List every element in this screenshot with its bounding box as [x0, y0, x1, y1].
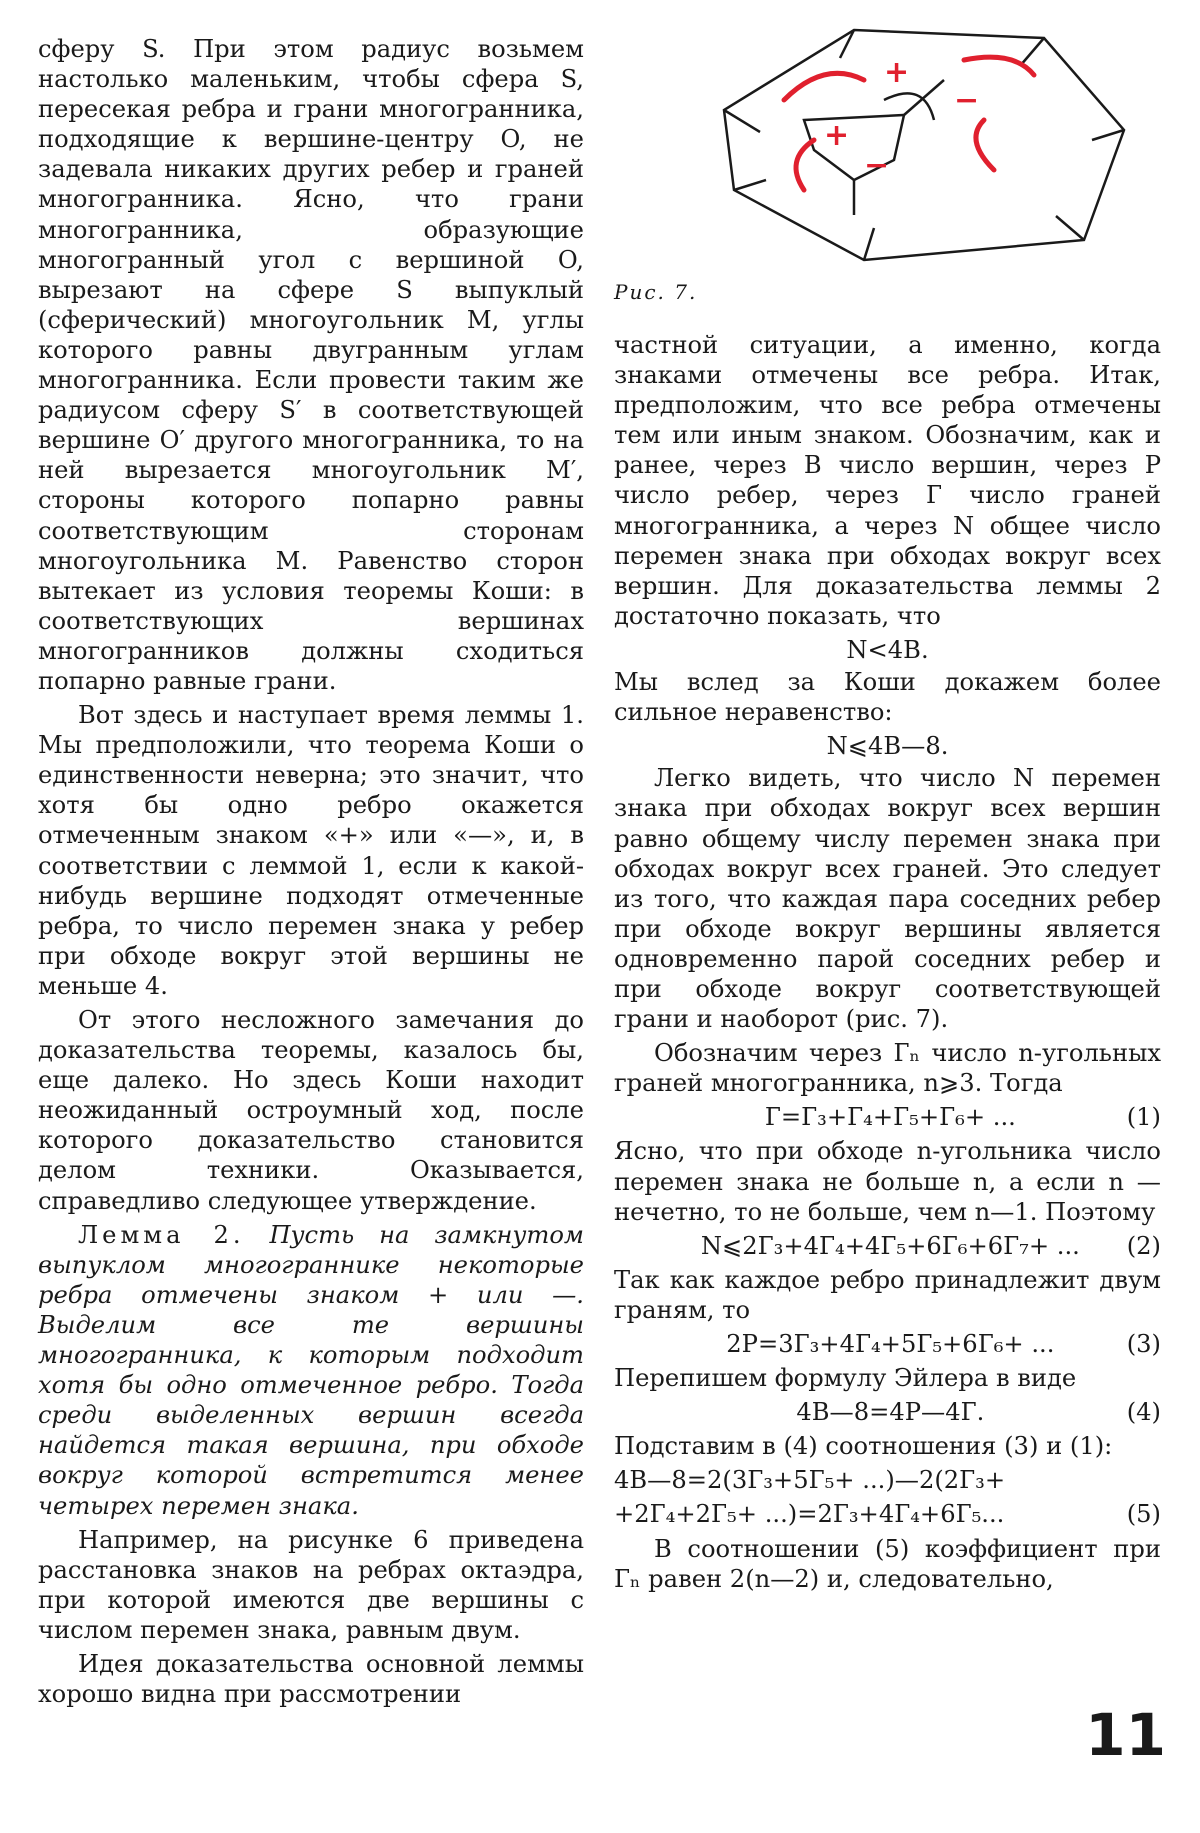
paragraph: Ясно, что при обходе n-угольника число перемен знака не больше n, а если n — нечетно, то не больше, чем n—1. Поэтому [614, 1137, 1161, 1226]
equation-5a [614, 1465, 1161, 1495]
red-arrow [796, 140, 814, 190]
paragraph: Подставим в (4) соотношения (3) и (1): [614, 1432, 1113, 1461]
lemma-heading: Лемма 2. [78, 1220, 245, 1249]
figure-7-polyhedron [714, 20, 1174, 320]
equation-4 [614, 1397, 1161, 1427]
figure-caption: Рис. 7. [614, 280, 698, 304]
equation-body: 4В—8=2(3Г₃+5Г₅+ ...)—2(2Г₃+ [614, 1466, 1006, 1495]
equation-body: 4В—8=4Р—4Г. [796, 1398, 985, 1427]
formula: N⩽4В—8. [826, 732, 949, 761]
equation-body: +2Г₄+2Г₅+ ...)=2Г₃+4Г₄+6Г₅... [614, 1500, 1005, 1529]
equation-3 [614, 1329, 1161, 1359]
red-arrow [976, 120, 994, 170]
equation-number: (4) [1126, 1398, 1161, 1427]
equation-5b [614, 1499, 1161, 1529]
lemma-statement: Пусть на замкнутом выпуклом многограннике некоторые ребра отмечены знаком + или —. Выделим все те вершины многогранника, к которым подходит хотя бы одно отмеченное ребро. Тогда среди выделенных вершин всегда найдется такая вершина, при обходе вокруг которой встретится менее четырех перемен знака. [38, 1220, 584, 1520]
equation-number: (2) [1126, 1231, 1161, 1260]
paragraph: Легко видеть, что число N перемен знака при обходах вокруг всех вершин равно общему числу перемен знака при обходах вокруг всех граней. Это следует из того, что каждая пара соседних ребер при обходе вокруг вершины является одновременно парой соседних ребер и при обходе вокруг соответствующей грани и наоборот (рис. 7). [614, 764, 1161, 1034]
minus-sign: − [864, 148, 890, 183]
edge-line [864, 228, 874, 260]
paragraph: От этого несложного замечания до доказательства теоремы, казалось бы, еще далеко. Но здесь Коши находит неожиданный остроумный ход, после которого доказательство становится делом техники. Оказывается, справедливо следующее утверждение. [38, 1006, 584, 1215]
edge-line [1056, 216, 1084, 240]
paragraph: Обозначим через Гₙ число n-угольных граней многогранника, n⩾3. Тогда [614, 1039, 1161, 1098]
formula: N<4В. [846, 635, 929, 664]
right-column [614, 330, 1161, 1598]
paragraph: сферу S. При этом радиус возьмем настолько маленьким, чтобы сфера S, пересекая ребра и грани многогранника, подходящие к вершине-центру O, не задевала никаких других ребер и граней многогранника. Ясно, что грани многогранника, образующие многогранный угол с вершиной O, вырезают на сфере S выпуклый (сферический) многоугольник M, углы которого равны двугранным углам многогранника. Если провести таким же радиусом сферу S′ в соответствующей вершине O′ другого многогранника, то на ней вырезается многоугольник M′, стороны которого попарно равны соответствующим сторонам многоугольника M. Равенство сторон вытекает из условия теоремы Коши: в соответствующих вершинах многогранников должны сходиться попарно равные грани. [38, 35, 584, 695]
inner-edge [904, 80, 944, 115]
paragraph: Мы вслед за Коши докажем более сильное неравенство: [614, 668, 1161, 727]
paragraph: Вот здесь и наступает время леммы 1. Мы предположили, что теорема Коши о единственности неверна; это значит, что хотя бы одно ребро окажется отмеченным знаком «+» или «—», и, в соответствии с леммой 1, если к какой-нибудь вершине подходят отмеченные ребра, то число перемен знака у ребер при обходе вокруг этой вершины не меньше 4. [38, 701, 584, 1000]
plus-sign: + [884, 55, 910, 90]
edge-line [1092, 130, 1124, 140]
edge-line [724, 110, 760, 132]
page-number: 11 [1085, 1701, 1166, 1769]
lemma-2 [38, 1220, 584, 1521]
paragraph: Так как каждое ребро принадлежит двум граням, то [614, 1265, 1161, 1324]
paragraph: Идея доказательства основной леммы хорошо видна при рассмотрении [38, 1649, 584, 1709]
paragraph: Например, на рисунке 6 приведена расстановка знаков на ребрах октаэдра, при которой имеются две вершины с числом перемен знака, равным двум. [38, 1525, 584, 1644]
left-column [38, 34, 584, 1713]
paragraph: частной ситуации, а именно, когда знаками отмечены все ребра. Итак, предположим, что все ребра отмечены тем или иным знаком. Обозначим, как и ранее, через В число вершин, через Р число ребер, через Г число граней многогранника, а через N общее число перемен знака при обходах вокруг всех вершин. Для доказательства леммы 2 достаточно показать, что [614, 331, 1161, 630]
equation-2 [614, 1231, 1161, 1261]
equation-body: 2Р=3Г₃+4Г₄+5Г₅+6Г₆+ ... [726, 1330, 1055, 1358]
red-arrow [964, 57, 1034, 75]
outer-polygon [724, 30, 1124, 260]
equation-body: N⩽2Г₃+4Г₄+4Г₅+6Г₆+6Г₇+ ... [700, 1231, 1080, 1260]
equation-1 [614, 1102, 1161, 1132]
paragraph: Перепишем формулу Эйлера в виде [614, 1364, 1077, 1393]
edge-line [734, 180, 766, 190]
equation-number: (5) [1126, 1500, 1161, 1529]
edge-line [1020, 38, 1044, 66]
red-arrow [784, 73, 864, 100]
equation-number: (1) [1126, 1103, 1161, 1132]
plus-sign: + [824, 118, 850, 153]
minus-sign: − [954, 83, 980, 118]
equation-number: (3) [1126, 1330, 1161, 1358]
equation-body: Г=Г₃+Г₄+Г₅+Г₆+ ... [764, 1103, 1016, 1132]
paragraph: В соотношении (5) коэффициент при Гₙ равен 2(n—2) и, следовательно, [614, 1534, 1161, 1593]
